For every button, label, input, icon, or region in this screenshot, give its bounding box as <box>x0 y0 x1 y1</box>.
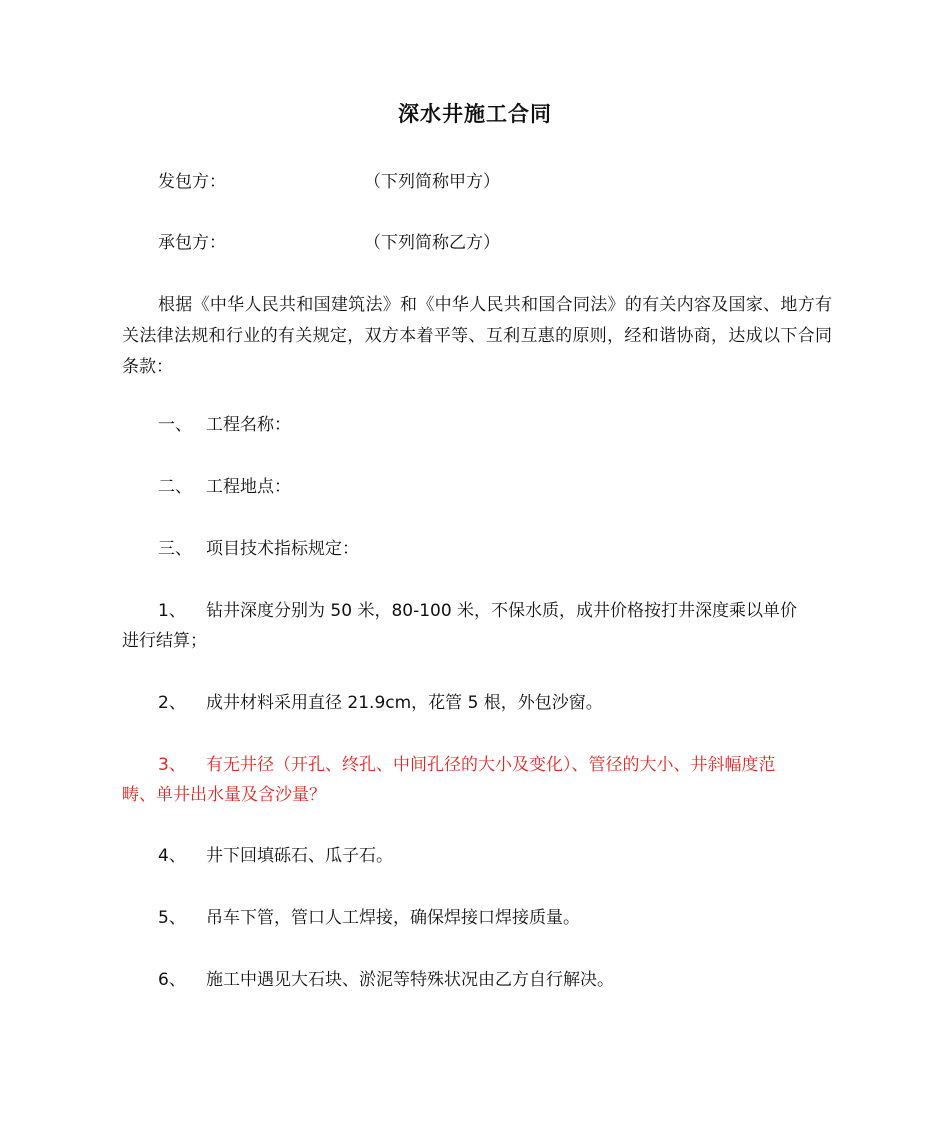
party-b-note: （下列简称乙方） <box>364 233 500 253</box>
section-heading: 项目技术指标规定： <box>206 539 359 559</box>
party-a-label: 发包方： <box>158 172 226 192</box>
item-number: 6、 <box>158 970 186 990</box>
section-heading: 工程名称： <box>206 415 291 435</box>
item-number: 1、 <box>158 601 186 621</box>
item-number-highlighted: 3、 <box>158 755 186 775</box>
item-text: 钻井深度分别为 50 米，80-100 米，不保水质，成井价格按打井深度乘以单价 <box>206 601 798 621</box>
item-text: 井下回填砾石、瓜子石。 <box>206 846 393 866</box>
item-text: 吊车下管，管口人工焊接，确保焊接口焊接质量。 <box>206 908 580 928</box>
item-text: 成井材料采用直径 21.9cm，花管 5 根，外包沙窗。 <box>206 693 603 713</box>
section-number: 一、 <box>158 415 192 435</box>
section-number: 三、 <box>158 539 192 559</box>
item-text-continuation: 进行结算； <box>122 631 207 651</box>
intro-paragraph: 根据《中华人民共和国建筑法》和《中华人民共和国合同法》的有关内容及国家、地方有关法律法规和行业的有关规定，双方本着平等、互利互惠的原则，经和谐协商，达成以下合同条款： <box>122 295 832 377</box>
item-text-highlighted: 有无井径（开孔、终孔、中间孔径的大小及变化）、管径的大小、井斜幅度范 <box>206 755 776 775</box>
item-number: 5、 <box>158 908 186 928</box>
item-number: 4、 <box>158 846 186 866</box>
party-a-note: （下列简称甲方） <box>364 172 500 192</box>
section-number: 二、 <box>158 477 192 497</box>
item-text-highlighted-continuation: 畴、单井出水量及含沙量？ <box>122 785 326 805</box>
item-text: 施工中遇见大石块、淤泥等特殊状况由乙方自行解决。 <box>206 970 614 990</box>
party-b-label: 承包方： <box>158 233 226 253</box>
item-number: 2、 <box>158 693 186 713</box>
section-heading: 工程地点： <box>206 477 291 497</box>
document-title: 深水井施工合同 <box>398 102 552 126</box>
